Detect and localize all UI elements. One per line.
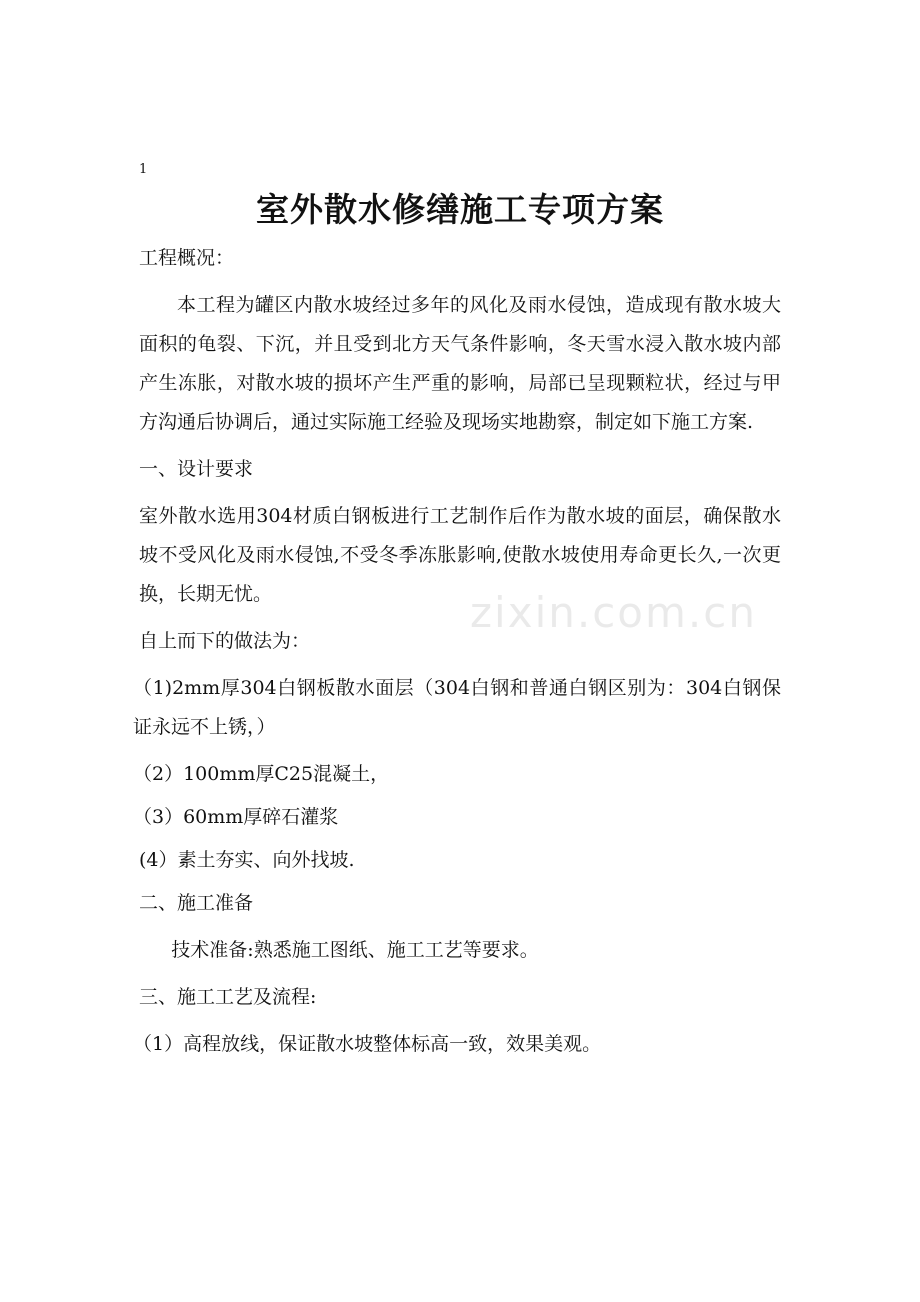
- layers-intro: 自上而下的做法为：: [139, 630, 311, 652]
- section-heading-design: 一、设计要求: [139, 458, 254, 480]
- section-heading-process: 三、施工工艺及流程:: [139, 986, 317, 1008]
- layer-item-2: （2）100mm厚C25混凝土，: [133, 763, 390, 785]
- layer-item-4: (4）素土夯实、向外找坡.: [139, 849, 355, 871]
- watermark-text: zixin.com.cn: [470, 588, 757, 637]
- document-body: [133, 239, 781, 1072]
- process-item-1: （1）高程放线，保证散水坡整体标高一致，效果美观。: [133, 1033, 602, 1055]
- preparation-paragraph: 技术准备:熟悉施工图纸、施工工艺等要求。: [171, 939, 539, 961]
- document-title: 室外散水修缮施工专项方案: [256, 190, 664, 229]
- section-heading-preparation: 二、施工准备: [139, 892, 254, 914]
- section-heading-overview: 工程概况：: [139, 247, 235, 269]
- overview-paragraph: 本工程为罐区内散水坡经过多年的风化及雨水侵蚀，造成现有散水坡大面积的龟裂、下沉，并且受到北方天气条件影响，冬天雪水浸入散水坡内部产生冻胀，对散水坡的损坏产生严重的影响，局部已呈现颗粒状，经过与甲方沟通后协调后，通过实际施工经验及现场实地勘察，制定如下施工方案.: [139, 294, 781, 433]
- layer-item-3: （3）60mm厚碎石灌浆: [133, 806, 339, 828]
- page-number: 1: [139, 162, 148, 177]
- layer-item-1: （1)2mm厚304白钢板散水面层（304白钢和普通白钢区别为：304白钢保证永远不上锈，）: [133, 677, 781, 738]
- design-paragraph: 室外散水选用304材质白钢板进行工艺制作后作为散水坡的面层，确保散水坡不受风化及雨水侵蚀,不受冬季冻胀影响,使散水坡使用寿命更长久,一次更换，长期无忧。: [139, 505, 781, 605]
